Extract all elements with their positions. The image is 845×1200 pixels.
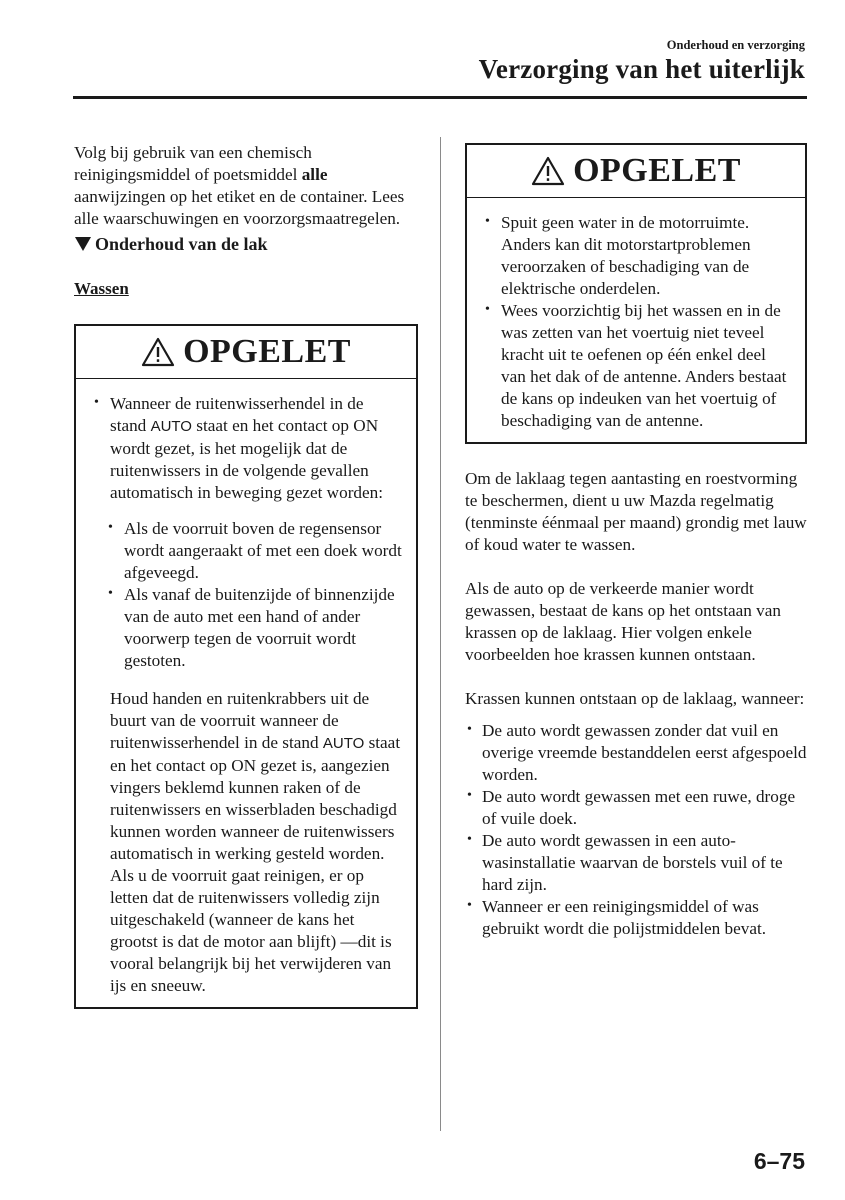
- page-number: 6–75: [753, 1148, 805, 1174]
- warning-header: [467, 145, 805, 198]
- intro-bold: alle: [301, 165, 328, 184]
- list-item: • Wanneer er een reinigingsmiddel of was gebruikt wordt die polijstmiddelen bevat.: [465, 896, 807, 940]
- warning-triangle-icon: [141, 337, 175, 367]
- subheading-wassen: Wassen: [74, 279, 129, 298]
- header-rule: [73, 96, 807, 99]
- warning-paragraph: Als u de voorruit gaat reinigen, er op letten dat de ruitenwissers volledig zijn uitgeschakeld (wanneer de kans het grootst is dat de motor aan blijft) —dit is vooral belangrijk bij het verwijderen van ijs en sneeuw.: [110, 866, 392, 995]
- list-item: • De auto wordt gewassen zonder dat vuil en overige vreemde bestanddelen eerst afgespoeld worden.: [465, 720, 807, 786]
- warning-bullet: • Wanneer de ruitenwisserhendel in de stand AUTO staat en het contact op ON wordt gezet, is het mogelijk dat de ruitenwissers in de volgende gevallen automatisch in beweging gezet worden:: [90, 393, 404, 504]
- warning-bullet: • Spuit geen water in de motorruimte. Anders kan dit motorstartproblemen veroorzaken of beschadiging van de elektrische onderdelen.: [481, 212, 793, 300]
- warning-subbullet: • Als vanaf de buitenzijde of binnenzijde van de auto met een hand of ander voorwerp tegen de voorruit wordt gestoten.: [104, 584, 404, 672]
- body-paragraph: Als de auto op de verkeerde manier wordt gewassen, bestaat de kans op het ontstaan van krassen op de laklaag. Hier volgen enkele voorbeelden hoe krassen kunnen ontstaan.: [465, 579, 781, 664]
- warning-bullet: • Wees voorzichtig bij het wassen en in de was zetten van het voertuig niet teveel kracht uit te oefenen op één enkel deel van het dak of de antenne. Anders bestaat de kans op indeuken van het voertuig of beschadiging van de antenne.: [481, 300, 793, 432]
- intro-paragraph: [74, 142, 418, 230]
- list-item: • De auto wordt gewassen met een ruwe, droge of vuile doek.: [465, 786, 807, 830]
- warning-subbullet: • Als de voorruit boven de regensensor wordt aangeraakt of met een doek wordt afgeveegd.: [104, 518, 404, 584]
- body-paragraph: Krassen kunnen ontstaan op de laklaag, wanneer:: [465, 689, 805, 708]
- triangle-down-icon: [75, 237, 91, 251]
- warning-body: [467, 198, 805, 442]
- section-heading-text: Onderhoud van de lak: [95, 234, 268, 254]
- warning-title: OPGELET: [183, 333, 351, 370]
- warning-box: [465, 143, 807, 444]
- warning-triangle-icon: [531, 156, 565, 186]
- intro-text-b: aanwijzingen op het etiket en de container. Lees alle waarschuwingen en voorzorgsmaatregelen.: [74, 187, 405, 228]
- section-heading: [74, 233, 418, 255]
- warning-title: OPGELET: [573, 152, 741, 189]
- chapter-header: Onderhoud en verzorging: [666, 38, 805, 52]
- right-column: [465, 142, 807, 940]
- column-divider: [440, 137, 441, 1131]
- warning-header: [76, 326, 416, 379]
- warning-box: [74, 324, 418, 1009]
- body-paragraph: Om de laklaag tegen aantasting en roestvorming te beschermen, dient u uw Mazda regelmatig (tenminste éénmaal per maand) grondig met lauw of koud water te wassen.: [465, 469, 807, 554]
- warning-sublist: [104, 518, 404, 672]
- warning-paragraph: Houd handen en ruitenkrabbers uit de buurt van de voorruit wanneer de ruitenwisserhendel in de stand AUTO staat en het contact op ON gezet is, aangezien vingers beklemd kunnen raken of de ruitenwissers en wisserbladen beschadigd kunnen worden wanneer de ruitenwissers automatisch in werking gesteld worden.: [110, 689, 401, 863]
- scratch-causes-list: [465, 720, 807, 940]
- list-item: • De auto wordt gewassen in een auto-wasinstallatie waarvan de borstels vuil of te hard zijn.: [465, 830, 807, 896]
- page-title: Verzorging van het uiterlijk: [478, 54, 805, 84]
- left-column: [74, 142, 418, 1009]
- warning-body: [76, 379, 416, 1007]
- intro-text-a: Volg bij gebruik van een chemisch reinigingsmiddel of poetsmiddel: [74, 143, 312, 184]
